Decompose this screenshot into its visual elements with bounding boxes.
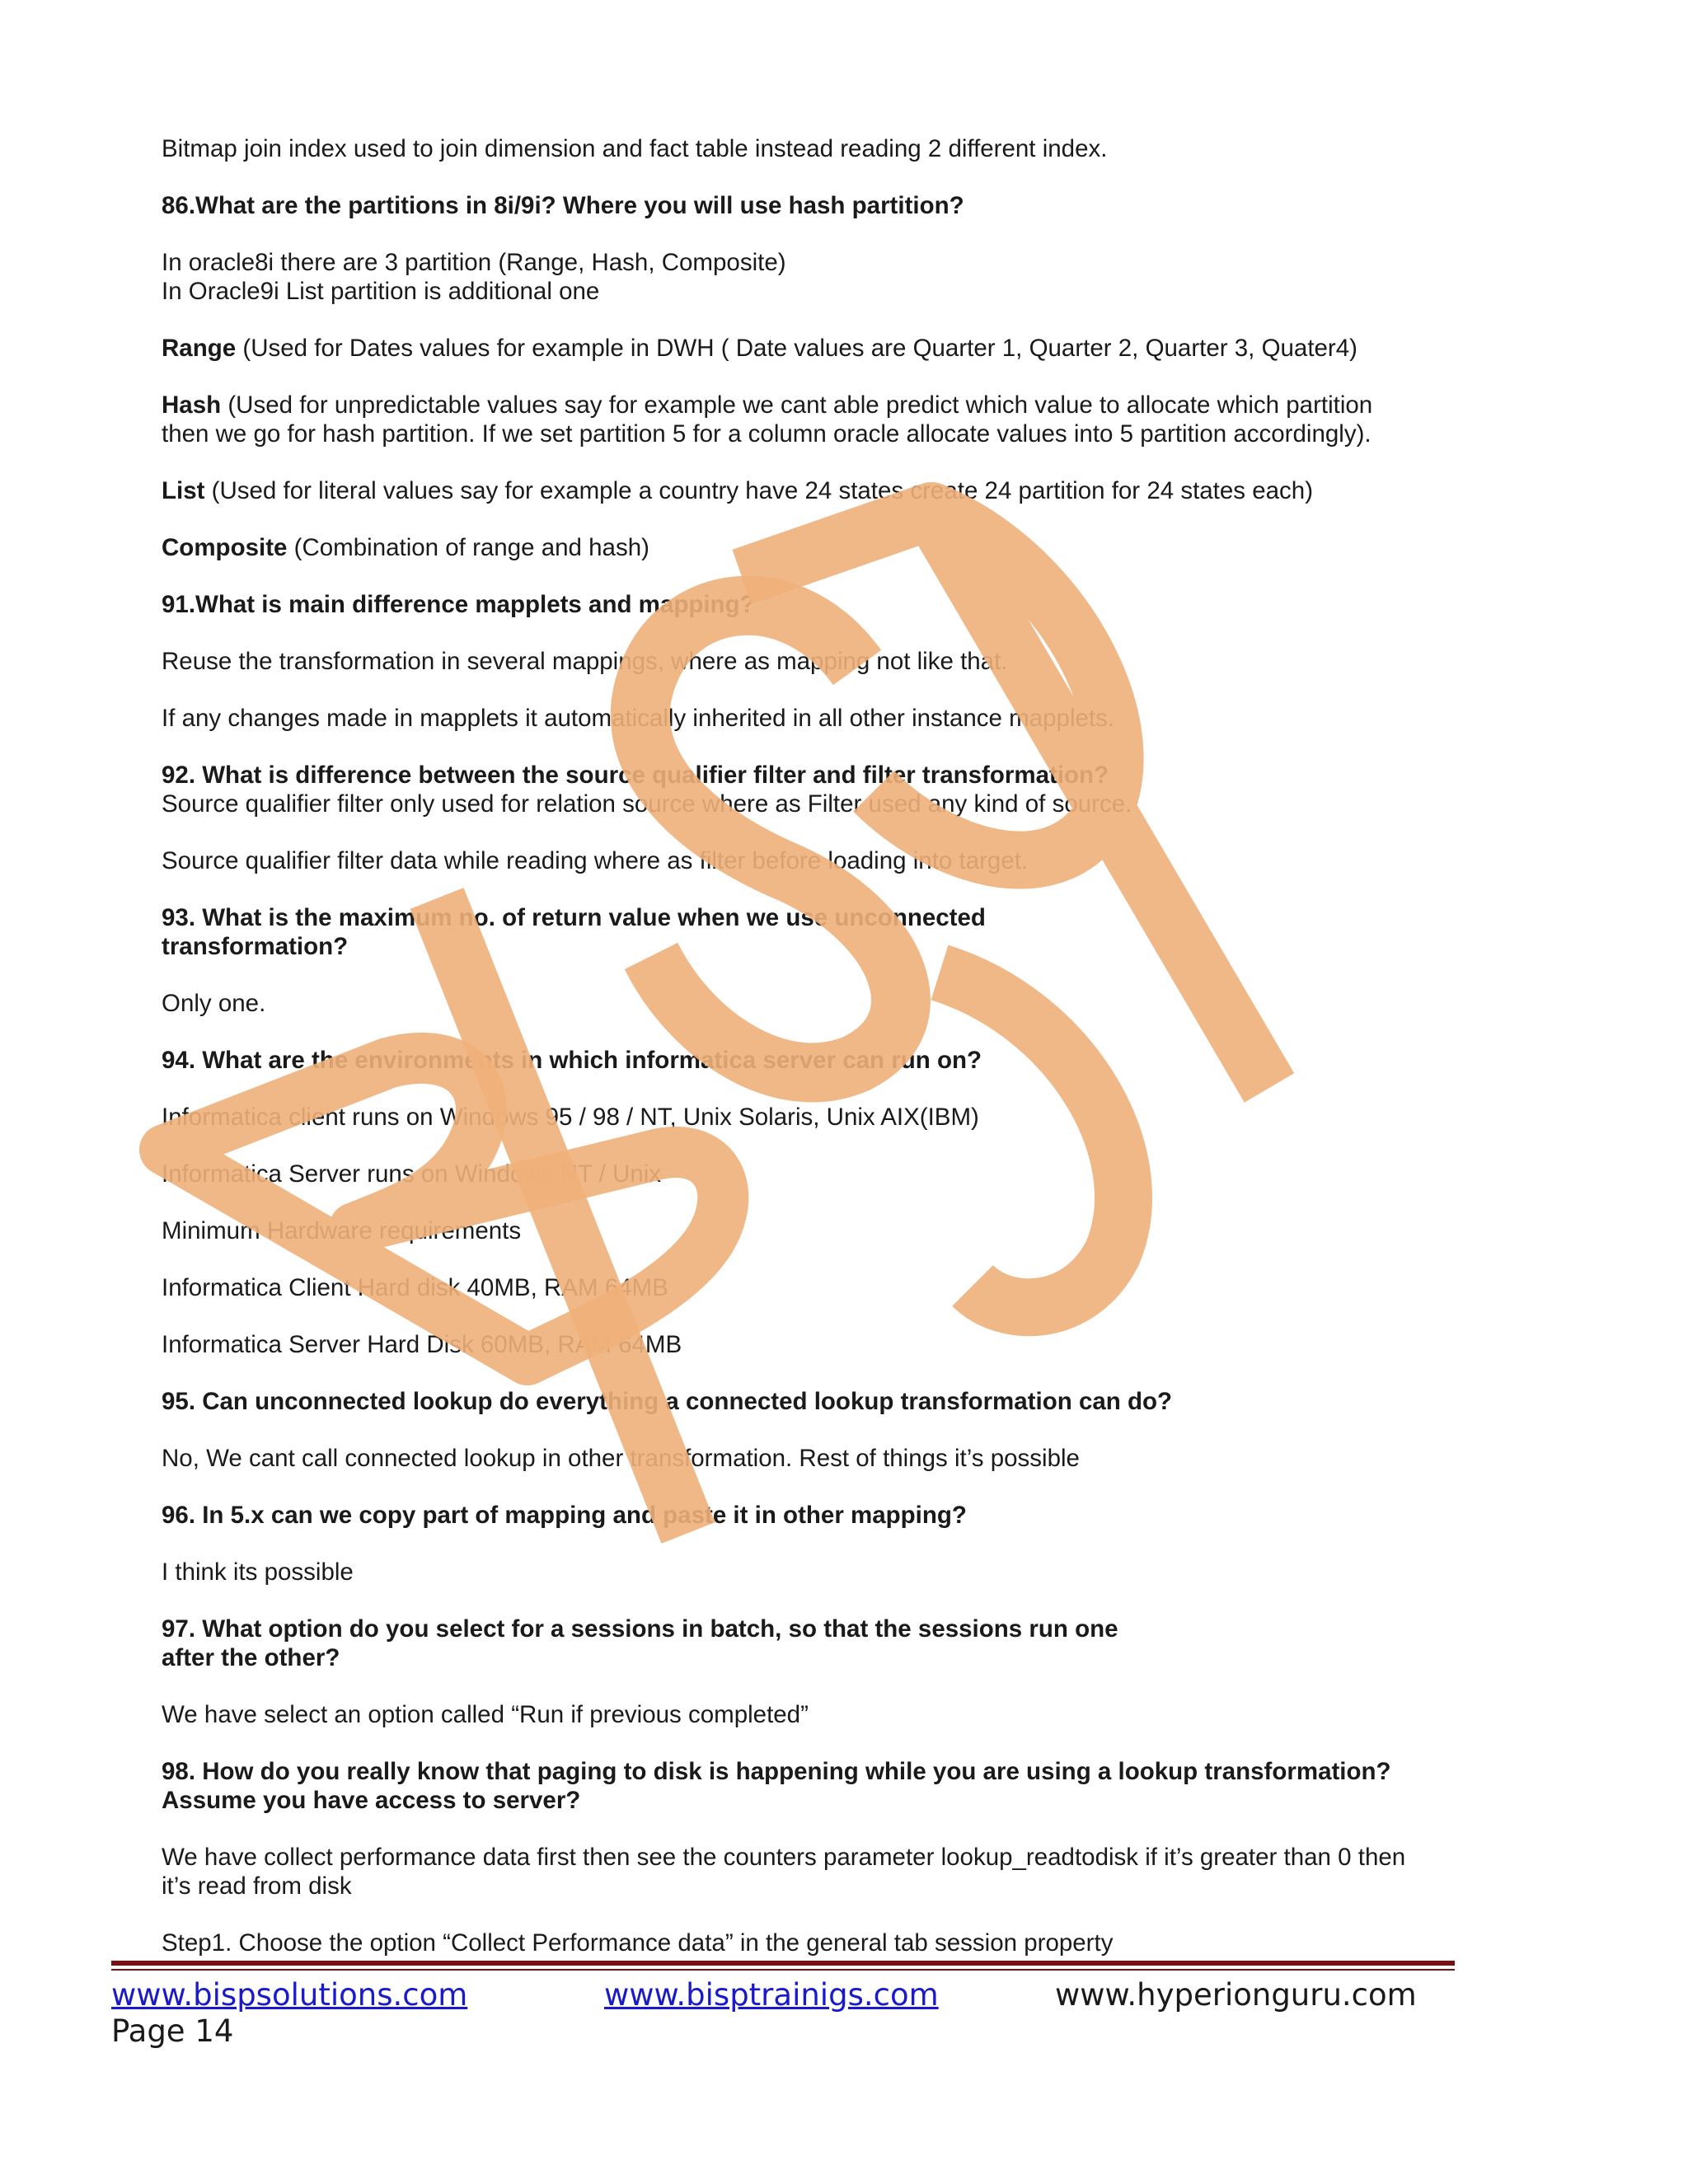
text-line: I think its possible: [162, 1558, 354, 1586]
text-line: No, We cant call connected lookup in other transformation. Rest of things it’s possible: [162, 1445, 1080, 1472]
text-line: [162, 476, 1313, 505]
question-heading: 91.What is main difference mapplets and mapping?: [162, 591, 755, 618]
question-heading: 86.What are the partitions in 8i/9i? Where you will use hash partition?: [162, 192, 964, 219]
text-line: [162, 391, 1372, 419]
question-heading: 96. In 5.x can we copy part of mapping and paste it in other mapping?: [162, 1502, 967, 1529]
text-line: In Oracle9i List partition is additional one: [162, 278, 600, 305]
term-list: List: [162, 477, 205, 504]
text-line: If any changes made in mapplets it automatically inherited in all other instance mapplets.: [162, 705, 1115, 732]
term-range: Range: [162, 335, 237, 362]
text-line: Informatica Server Hard Disk 60MB, RAM 64MB: [162, 1331, 682, 1358]
question-heading: 92. What is difference between the source qualifier filter and filter transformation?: [162, 762, 1109, 789]
question-heading: Assume you have access to server?: [162, 1787, 581, 1814]
footer-divider: [111, 1961, 1455, 1966]
text-line: Informatica client runs on Windows 95 / 98 / NT, Unix Solaris, Unix AIX(IBM): [162, 1104, 979, 1131]
text-line: [162, 533, 649, 562]
page-number: Page 14: [111, 2013, 234, 2049]
text-line: Minimum Hardware requirements: [162, 1217, 522, 1244]
question-heading: 94. What are the environments in which informatica server can run on?: [162, 1047, 982, 1074]
question-heading: 97. What option do you select for a sessions in batch, so that the sessions run one: [162, 1615, 1118, 1643]
term-range-desc: (Used for Dates values for example in DWH ( Date values are Quarter 1, Quarter 2, Quarter 3, Quater4): [236, 335, 1357, 362]
text-line: then we go for hash partition. If we set partition 5 for a column oracle allocate values into 5 partition accordingly).: [162, 420, 1372, 448]
text-line: Informatica Client Hard disk 40MB, RAM 64MB: [162, 1274, 668, 1301]
term-hash-desc: (Used for unpredictable values say for example we cant able predict which value to allocate which partition: [221, 391, 1373, 419]
term-list-desc: (Used for literal values say for example a country have 24 states create 24 partition for 24 states each): [204, 477, 1314, 504]
text-line: In oracle8i there are 3 partition (Range, Hash, Composite): [162, 249, 786, 276]
footer-divider-thin: [111, 1969, 1455, 1971]
text-line: Source qualifier filter only used for relation source where as Filter used any kind of source.: [162, 790, 1132, 818]
question-heading: 95. Can unconnected lookup do everything a connected lookup transformation can do?: [162, 1388, 1173, 1415]
footer-hyperionguru: www.hyperionguru.com: [1055, 1977, 1417, 2013]
question-heading: after the other?: [162, 1644, 340, 1671]
text-line: Reuse the transformation in several mappings, where as mapping not like that.: [162, 648, 1008, 675]
term-composite: Composite: [162, 534, 288, 561]
question-heading: 98. How do you really know that paging to disk is happening while you are using a lookup transformation?: [162, 1758, 1391, 1785]
text-line: Source qualifier filter data while reading where as filter before loading into target.: [162, 847, 1029, 874]
text-line: We have select an option called “Run if previous completed”: [162, 1701, 809, 1728]
footer-link-bisptrainigs[interactable]: www.bisptrainigs.com: [604, 1977, 939, 2013]
footer-link-bispsolutions[interactable]: www.bispsolutions.com: [111, 1977, 468, 2013]
text-line: We have collect performance data first then see the counters parameter lookup_readtodisk if it’s greater than 0 then: [162, 1844, 1406, 1871]
text-line: Only one.: [162, 990, 266, 1017]
term-composite-desc: (Combination of range and hash): [287, 534, 649, 561]
term-hash: Hash: [162, 391, 222, 419]
question-heading: 93. What is the maximum no. of return value when we use unconnected: [162, 904, 986, 931]
text-line: Informatica Server runs on Windows NT / Unix: [162, 1160, 662, 1188]
text-line: Step1. Choose the option “Collect Performance data” in the general tab session property: [162, 1929, 1114, 1957]
question-heading: transformation?: [162, 933, 349, 960]
text-line: Bitmap join index used to join dimension and fact table instead reading 2 different index.: [162, 135, 1108, 162]
text-line: [162, 334, 1357, 363]
text-line: it’s read from disk: [162, 1872, 352, 1900]
